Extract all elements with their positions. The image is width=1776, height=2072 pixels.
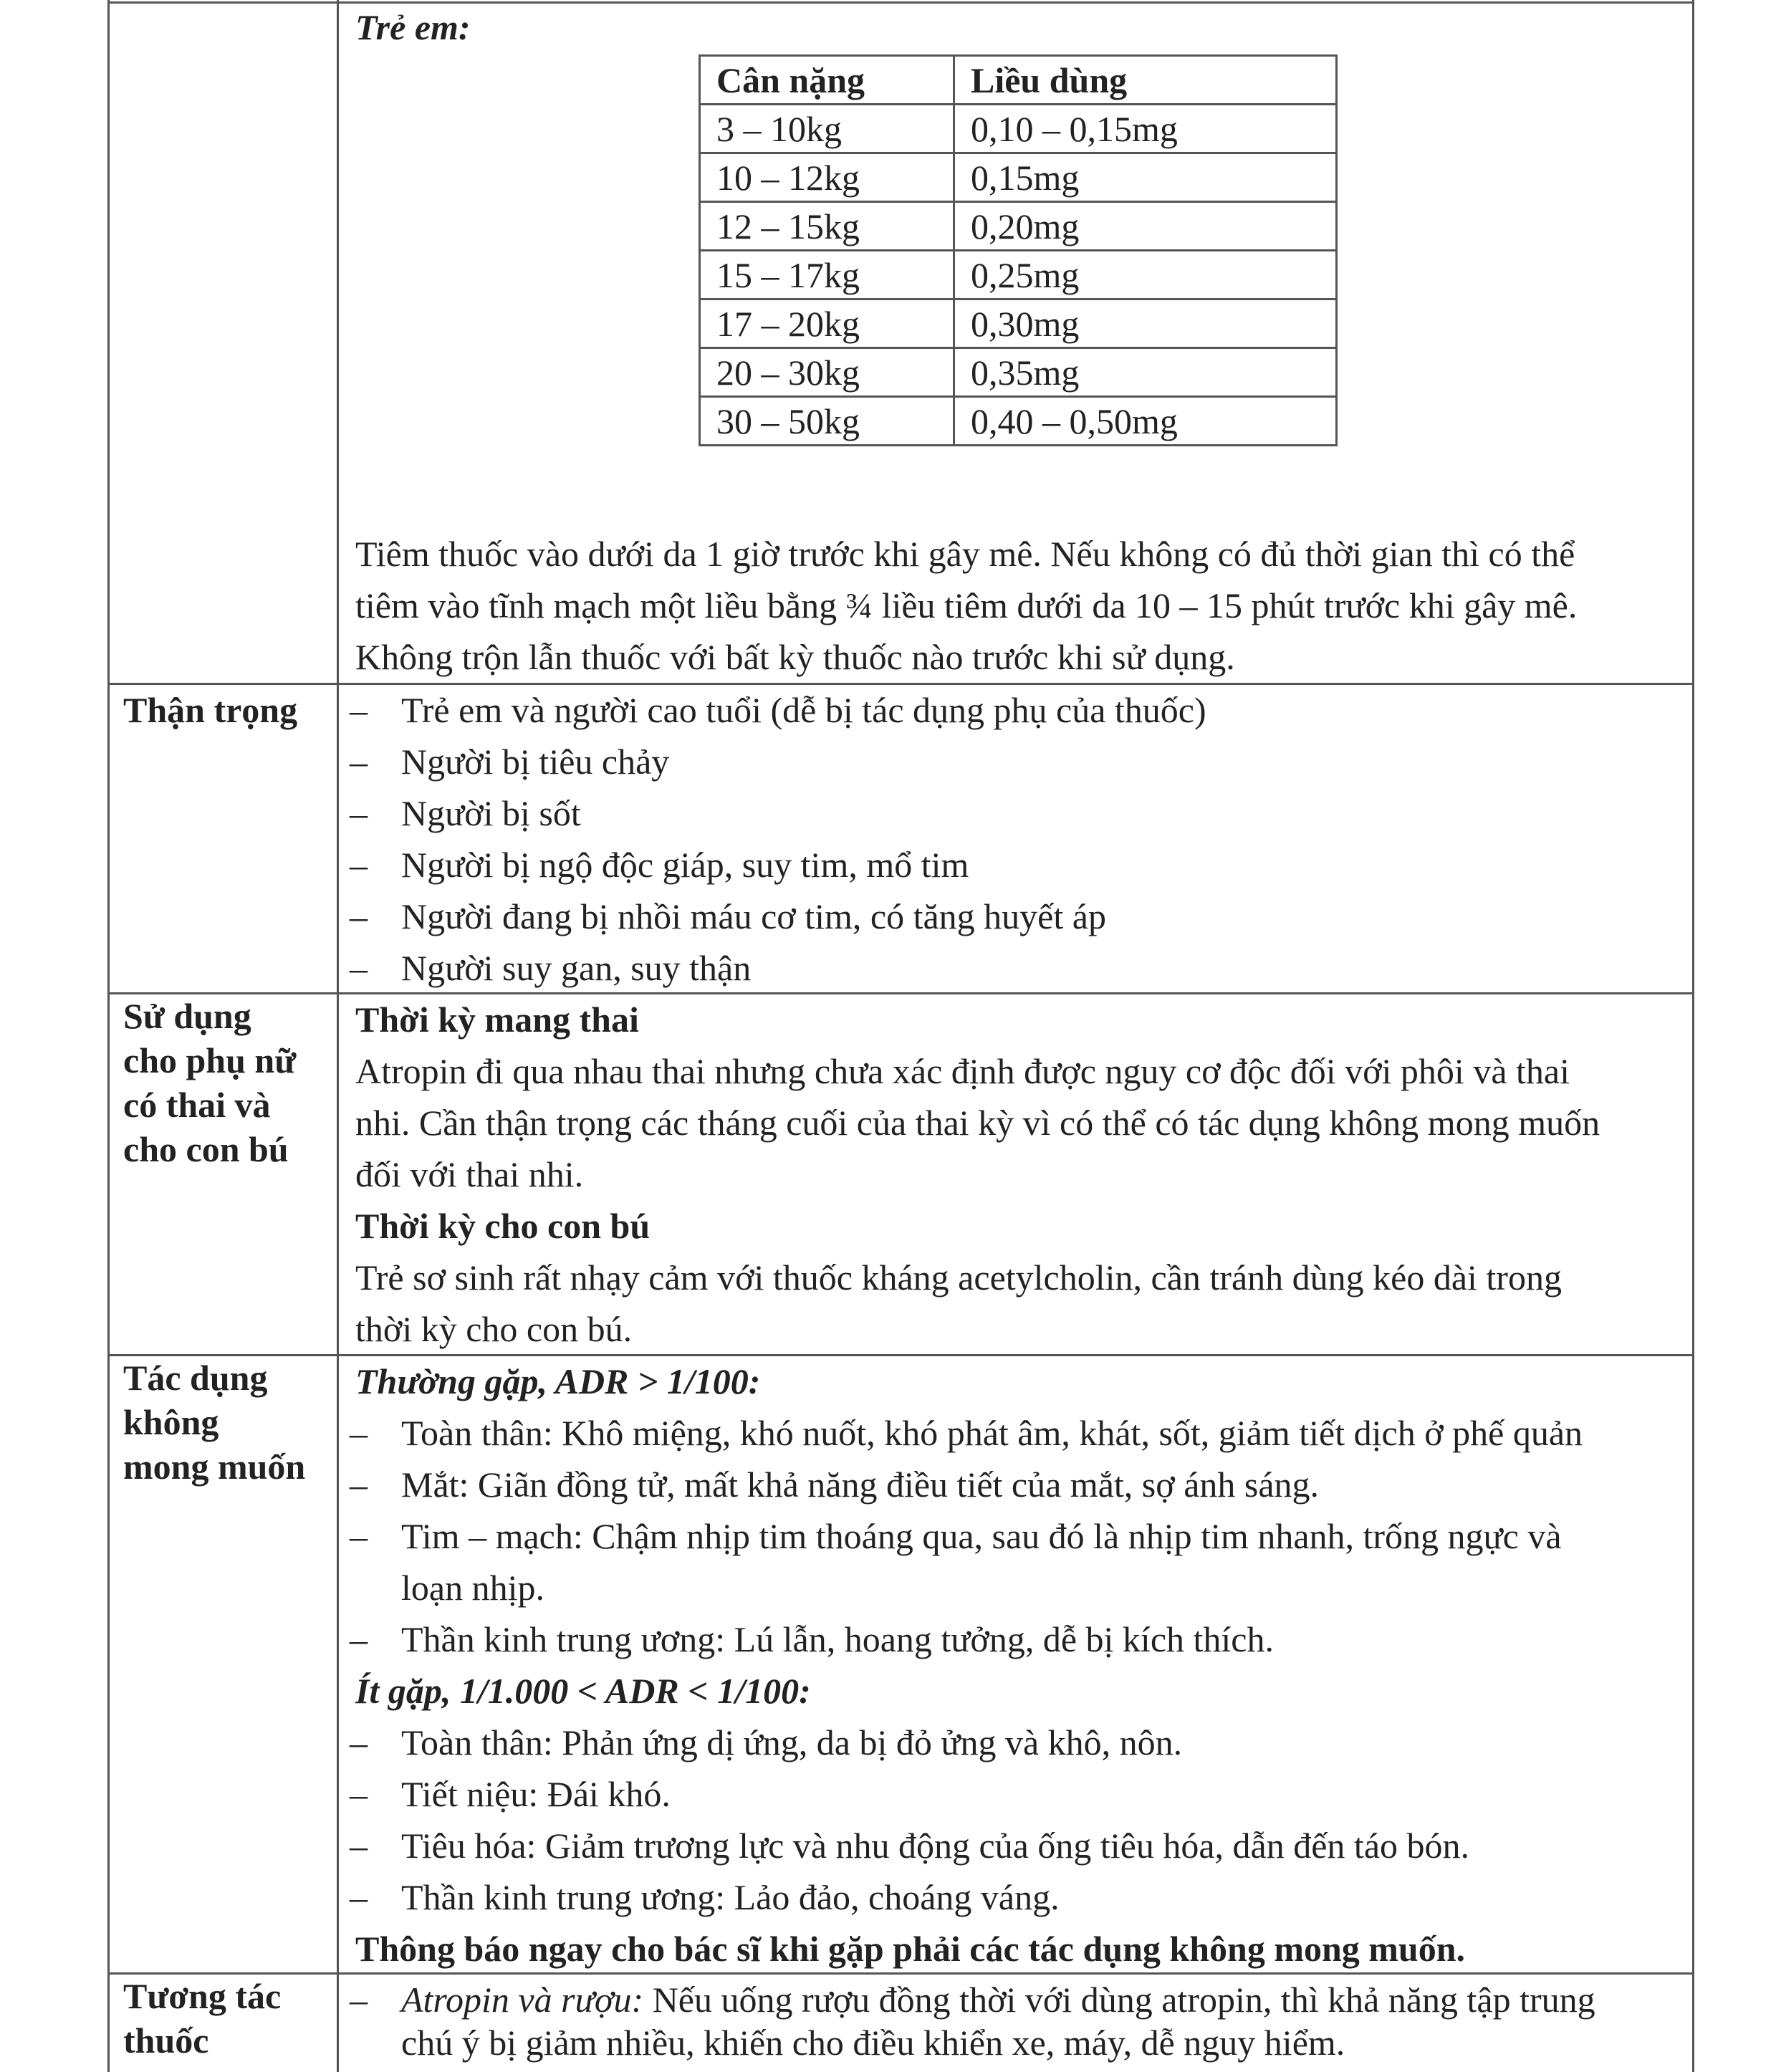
bullet-dash: – <box>350 690 368 730</box>
common-adr-item: Thần kinh trung ương: Lú lẫn, hoang tưởng, dễ bị kích thích. <box>401 1619 1274 1659</box>
precaution-item: Người suy gan, suy thận <box>401 948 752 988</box>
bullet-dash: – <box>350 1516 368 1556</box>
bullet-dash: – <box>350 1464 368 1505</box>
adverse-label: Tác dụng <box>123 1358 268 1398</box>
dosage-note-line: Tiêm thuốc vào dưới da 1 giờ trước khi gây mê. Nếu không có đủ thời gian thì có thể <box>355 534 1575 574</box>
dosage-note-line: tiêm vào tĩnh mạch một liều bằng ¾ liều tiêm dưới da 10 – 15 phút trước khi gây mê. <box>355 585 1578 625</box>
lactation-text-line: Trẻ sơ sinh rất nhạy cảm với thuốc kháng acetylcholin, cần tránh dùng kéo dài trong <box>355 1257 1562 1298</box>
adr-notice: Thông báo ngay cho bác sĩ khi gặp phải các tác dụng không mong muốn. <box>355 1929 1466 1969</box>
dose-row <box>700 251 1337 299</box>
rare-adr-item: Toàn thân: Phản ứng dị ứng, da bị đỏ ửng và khô, nôn. <box>401 1722 1183 1762</box>
pregnancy-label: Sử dụng <box>123 996 251 1036</box>
precaution-item: Người bị ngộ độc giáp, suy tim, mổ tim <box>401 845 969 885</box>
dose-table-header <box>700 56 1337 105</box>
dose-amount: 0,40 – 0,50mg <box>954 397 1337 446</box>
bullet-dash: – <box>350 1980 368 2020</box>
dose-weight: 15 – 17kg <box>700 251 954 299</box>
dose-amount: 0,20mg <box>954 202 1337 251</box>
interaction-item-text: Nếu uống rượu đồng thời với dùng atropin, thì khả năng tập trung <box>643 1980 1595 2020</box>
dose-weight: 12 – 15kg <box>700 202 954 251</box>
precaution-item: Người bị tiêu chảy <box>401 742 670 782</box>
dose-amount: 0,15mg <box>954 153 1337 202</box>
dose-row <box>700 348 1337 397</box>
lactation-heading: Thời kỳ cho con bú <box>355 1206 651 1246</box>
dosage-note-line: Không trộn lẫn thuốc với bất kỳ thuốc nào trước khi sử dụng. <box>355 637 1235 677</box>
table-border-left <box>107 0 110 2072</box>
dose-weight: 17 – 20kg <box>700 299 954 348</box>
interaction-item-continued: chú ý bị giảm nhiều, khiến cho điều khiển xe, máy, dễ nguy hiểm. <box>401 2023 1345 2063</box>
dose-amount: 0,35mg <box>954 348 1337 397</box>
bullet-dash: – <box>350 1774 368 1814</box>
dose-amount: 0,30mg <box>954 299 1337 348</box>
bullet-dash: – <box>350 742 368 782</box>
bullet-dash: – <box>350 1413 368 1453</box>
table-border-right <box>1692 0 1694 2072</box>
interactions-label: thuốc <box>123 2020 209 2061</box>
bullet-dash: – <box>350 1619 368 1659</box>
dose-weight: 20 – 30kg <box>700 348 954 397</box>
dose-row <box>700 202 1337 251</box>
table-border-top <box>107 1 1694 4</box>
dose-weight: 30 – 50kg <box>700 397 954 446</box>
dose-row <box>700 397 1337 446</box>
table-column-divider <box>337 0 339 2072</box>
dose-header-weight: Cân nặng <box>700 56 954 105</box>
dose-row <box>700 299 1337 348</box>
row-divider <box>107 1354 1694 1356</box>
children-heading: Trẻ em: <box>355 7 471 47</box>
bullet-dash: – <box>350 1722 368 1762</box>
pregnancy-label: cho con bú <box>123 1129 289 1169</box>
common-adr-heading: Thường gặp, ADR > 1/100: <box>355 1361 761 1401</box>
dose-weight: 3 – 10kg <box>700 105 954 153</box>
precaution-item: Người bị sốt <box>401 793 581 833</box>
pregnancy-text-line: đối với thai nhi. <box>355 1154 584 1194</box>
pregnancy-label: cho phụ nữ <box>123 1040 297 1080</box>
precaution-item: Người đang bị nhồi máu cơ tim, có tăng huyết áp <box>401 896 1106 936</box>
bullet-dash: – <box>350 896 368 936</box>
interactions-label: Tương tác <box>123 1976 282 2016</box>
dose-weight: 10 – 12kg <box>700 153 954 202</box>
precaution-item: Trẻ em và người cao tuổi (dễ bị tác dụng phụ của thuốc) <box>401 690 1206 730</box>
common-adr-item-continued: loạn nhịp. <box>401 1568 544 1608</box>
dose-table <box>699 54 1338 446</box>
dose-header-dose: Liều dùng <box>954 56 1337 105</box>
bullet-dash: – <box>350 948 368 988</box>
dose-row <box>700 153 1337 202</box>
dose-row <box>700 105 1337 153</box>
pregnancy-label: có thai và <box>123 1085 271 1125</box>
bullet-dash: – <box>350 1877 368 1917</box>
common-adr-item: Tim – mạch: Chậm nhịp tim thoáng qua, sau đó là nhịp tim nhanh, trống ngực và <box>401 1516 1562 1556</box>
precautions-label: Thận trọng <box>123 690 298 730</box>
common-adr-item: Toàn thân: Khô miệng, khó nuốt, khó phát âm, khát, sốt, giảm tiết dịch ở phế quản <box>401 1413 1583 1453</box>
lactation-text-line: thời kỳ cho con bú. <box>355 1309 633 1349</box>
row-divider <box>107 992 1694 994</box>
pregnancy-heading: Thời kỳ mang thai <box>355 999 639 1040</box>
rare-adr-heading: Ít gặp, 1/1.000 < ADR < 1/100: <box>355 1671 811 1711</box>
common-adr-item: Mắt: Giãn đồng tử, mất khả năng điều tiết của mắt, sợ ánh sáng. <box>401 1464 1320 1505</box>
bullet-dash: – <box>350 793 368 833</box>
dose-amount: 0,25mg <box>954 251 1337 299</box>
adverse-label: không <box>123 1402 219 1442</box>
bullet-dash: – <box>350 845 368 885</box>
adverse-label: mong muốn <box>123 1447 306 1487</box>
interaction-item-title: Atropin và rượu: <box>401 1980 644 2020</box>
pregnancy-text-line: nhi. Cần thận trọng các tháng cuối của thai kỳ vì có thể có tác dụng không mong muốn <box>355 1103 1600 1143</box>
rare-adr-item: Thần kinh trung ương: Lảo đảo, choáng váng. <box>401 1877 1060 1917</box>
bullet-dash: – <box>350 1826 368 1866</box>
dose-amount: 0,10 – 0,15mg <box>954 105 1337 153</box>
rare-adr-item: Tiết niệu: Đái khó. <box>401 1774 671 1814</box>
pregnancy-text-line: Atropin đi qua nhau thai nhưng chưa xác định được nguy cơ độc đối với phôi và thai <box>355 1051 1570 1091</box>
rare-adr-item: Tiêu hóa: Giảm trương lực và nhu động của ống tiêu hóa, dẫn đến táo bón. <box>401 1826 1470 1866</box>
